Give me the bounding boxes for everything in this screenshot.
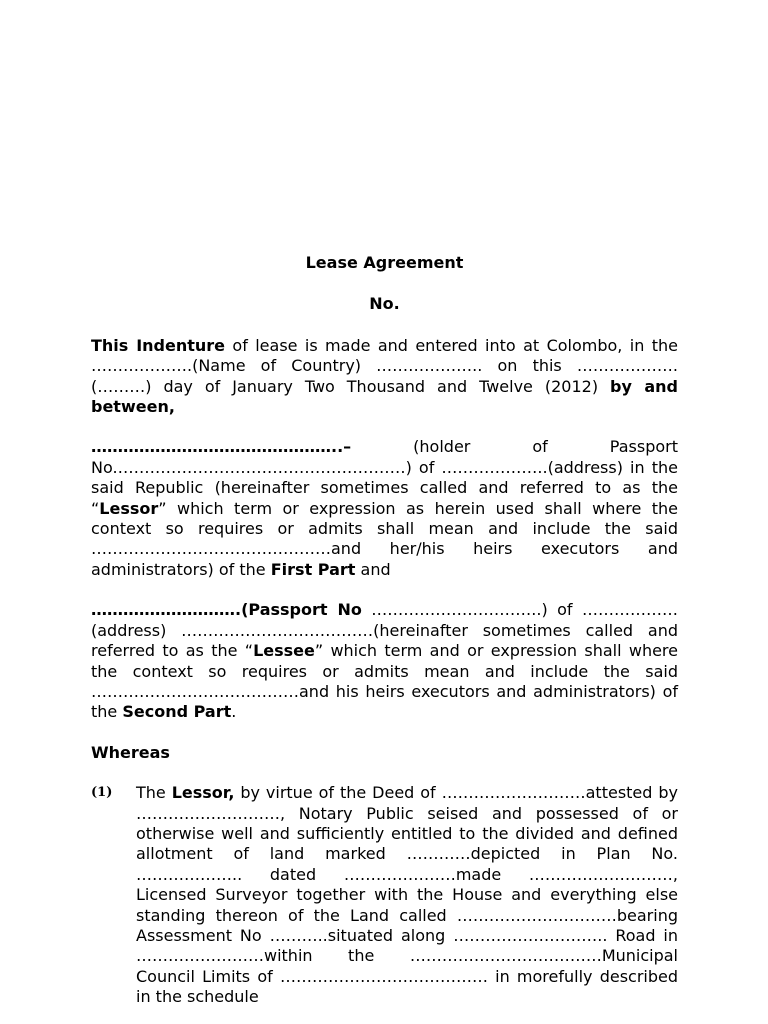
intro-bold-start: This Indenture — [91, 335, 226, 355]
clause-1 — [91, 783, 678, 1007]
clause-1-lessor-term: Lessor, — [171, 783, 235, 803]
whereas-heading — [91, 743, 678, 763]
lessor-lead: ………………………………………..– — [91, 437, 352, 457]
lessee-lead: ……………………….(Passport No — [91, 600, 362, 620]
intro-text: of lease is made and entered into at Colombo, in the ……………….(Name of Country) ……………….. on this ……………….(………) day of January Two Thousand and Twelve (2012) — [91, 335, 679, 396]
lessor-text-2: ” which term or expression as herein used shall where the context so requires or admits shall mean and include the said ………………………………………and her/his heirs executors and administrators) of the — [91, 498, 678, 579]
lessee-term: Lessee — [253, 641, 315, 661]
intro-bold-end: by and between, — [91, 376, 678, 417]
lessee-paragraph — [91, 600, 678, 722]
lessor-text-1: (holder of Passport No.………………………………………………) of ………………..(address) in the said Republic (hereinafter sometimes called and referred to as the “ — [91, 437, 678, 518]
whereas-heading-text: Whereas — [91, 742, 170, 762]
lessor-paragraph — [91, 437, 678, 580]
clause-1-text-2: by virtue of the Deed of ………………………attested by ………………………, Notary Public seised and possessed of or otherwise well and sufficiently entitled to the divided and defined allotment of land marked …………depicted in Plan No. ……………….. dated …………………made ………………………, Licensed Surveyor together with the House and everything else standing thereon of the Land called …………………………bearing Assessment No ………..situated along ……………………….. Road in ……………………within the ………………………………Municipal Council Limits of ………………………………… in morefully described in the schedule — [136, 783, 678, 1007]
document-page — [91, 253, 678, 1008]
lessee-text-3: . — [231, 702, 237, 722]
document-title: Lease Agreement — [305, 253, 464, 272]
lessee-text-2: ” which term and or expression shall where the context so requires or admits mean and include the said …………………………………and his heirs executors and administrators) of the — [91, 641, 678, 722]
clause-1-number: (1) — [91, 785, 113, 801]
clause-1-text-1: The — [136, 783, 172, 803]
agreement-number-label: No. — [369, 294, 400, 314]
lessee-text-1: …………………………..) of ………………(address) ………………………………(hereinafter sometimes called and referred to as the “ — [91, 600, 678, 661]
first-part-term: First Part — [270, 559, 356, 579]
lessor-term: Lessor — [99, 498, 159, 518]
clause-1-text — [136, 783, 678, 1007]
second-part-term: Second Part — [122, 702, 232, 722]
lessor-text-3: and — [355, 559, 391, 579]
intro-paragraph — [91, 336, 678, 418]
